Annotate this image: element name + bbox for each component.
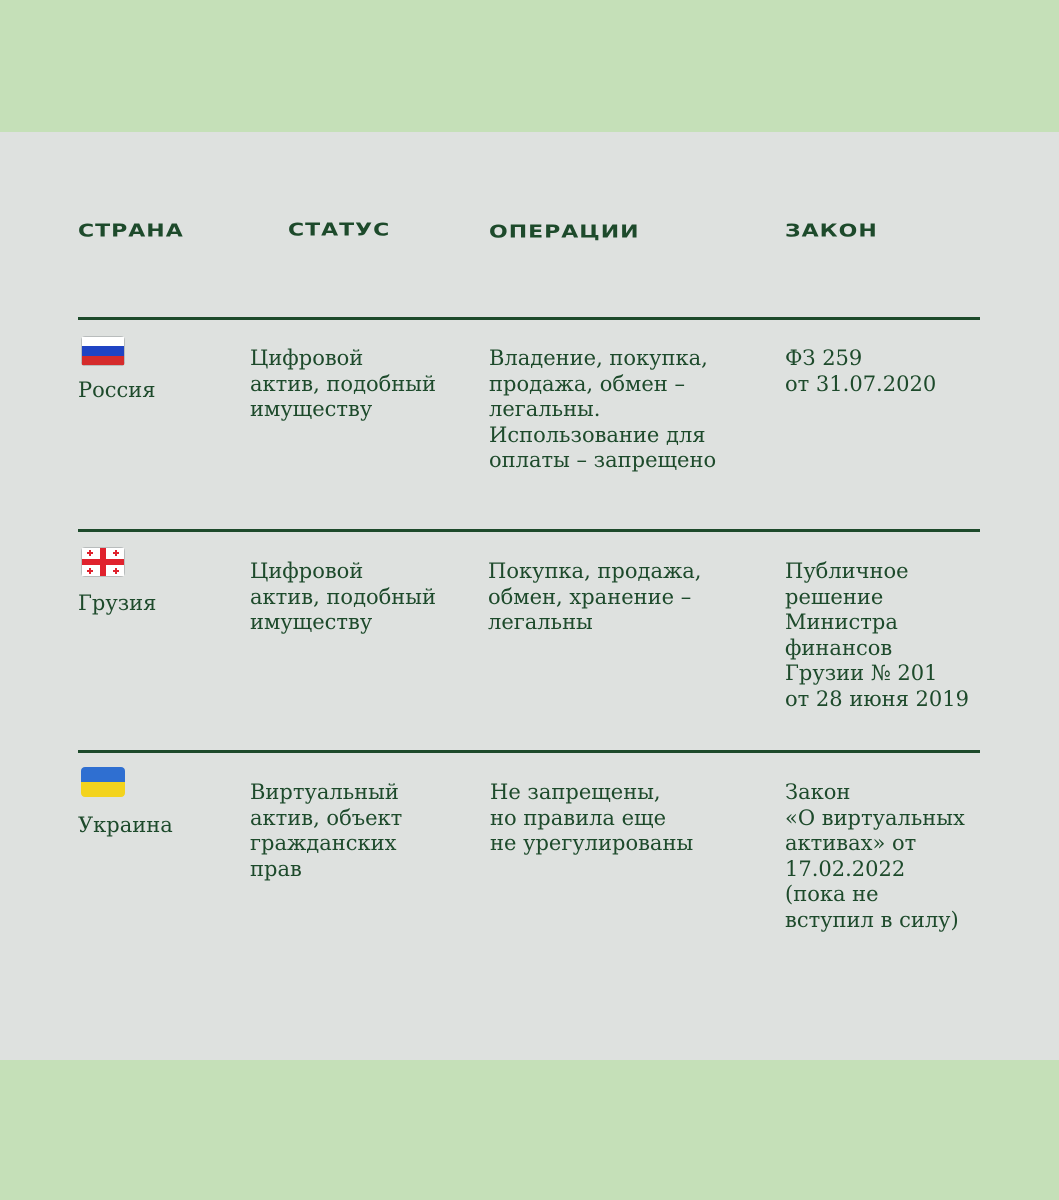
header-law: ЗАКОН	[785, 221, 878, 242]
ukraine-flag-icon	[81, 767, 125, 797]
header-country: СТРАНА	[78, 221, 184, 242]
status-text: Виртуальный актив, объект гражданских прав	[250, 780, 403, 881]
bottom-band	[0, 1060, 1059, 1200]
law-text: Закон «О виртуальных активах» от 17.02.2022 (пока не вступил в силу)	[785, 780, 965, 932]
operations-text: Не запрещены, но правила еще не урегулированы	[490, 780, 694, 855]
law-text: ФЗ 259 от 31.07.2020	[785, 346, 937, 396]
operations-text: Владение, покупка, продажа, обмен – легальны. Использование для оплаты – запрещено	[489, 346, 717, 472]
country-name: Грузия	[78, 591, 157, 615]
law-text: Публичное решение Министра финансов Грузии № 201 от 28 июня 2019	[785, 559, 969, 711]
georgia-flag-icon	[81, 547, 125, 577]
russia-flag-icon	[81, 336, 125, 366]
status-text: Цифровой актив, подобный имуществу	[250, 346, 436, 421]
row-divider	[78, 317, 980, 320]
operations-text: Покупка, продажа, обмен, хранение – легальны	[488, 559, 702, 634]
header-operations: ОПЕРАЦИИ	[489, 222, 640, 243]
country-name: Россия	[78, 378, 156, 402]
row-divider	[78, 750, 980, 753]
header-status: СТАТУС	[288, 220, 391, 241]
status-text: Цифровой актив, подобный имуществу	[250, 559, 436, 634]
row-divider	[78, 529, 980, 532]
country-name: Украина	[78, 813, 173, 837]
top-band	[0, 0, 1059, 132]
